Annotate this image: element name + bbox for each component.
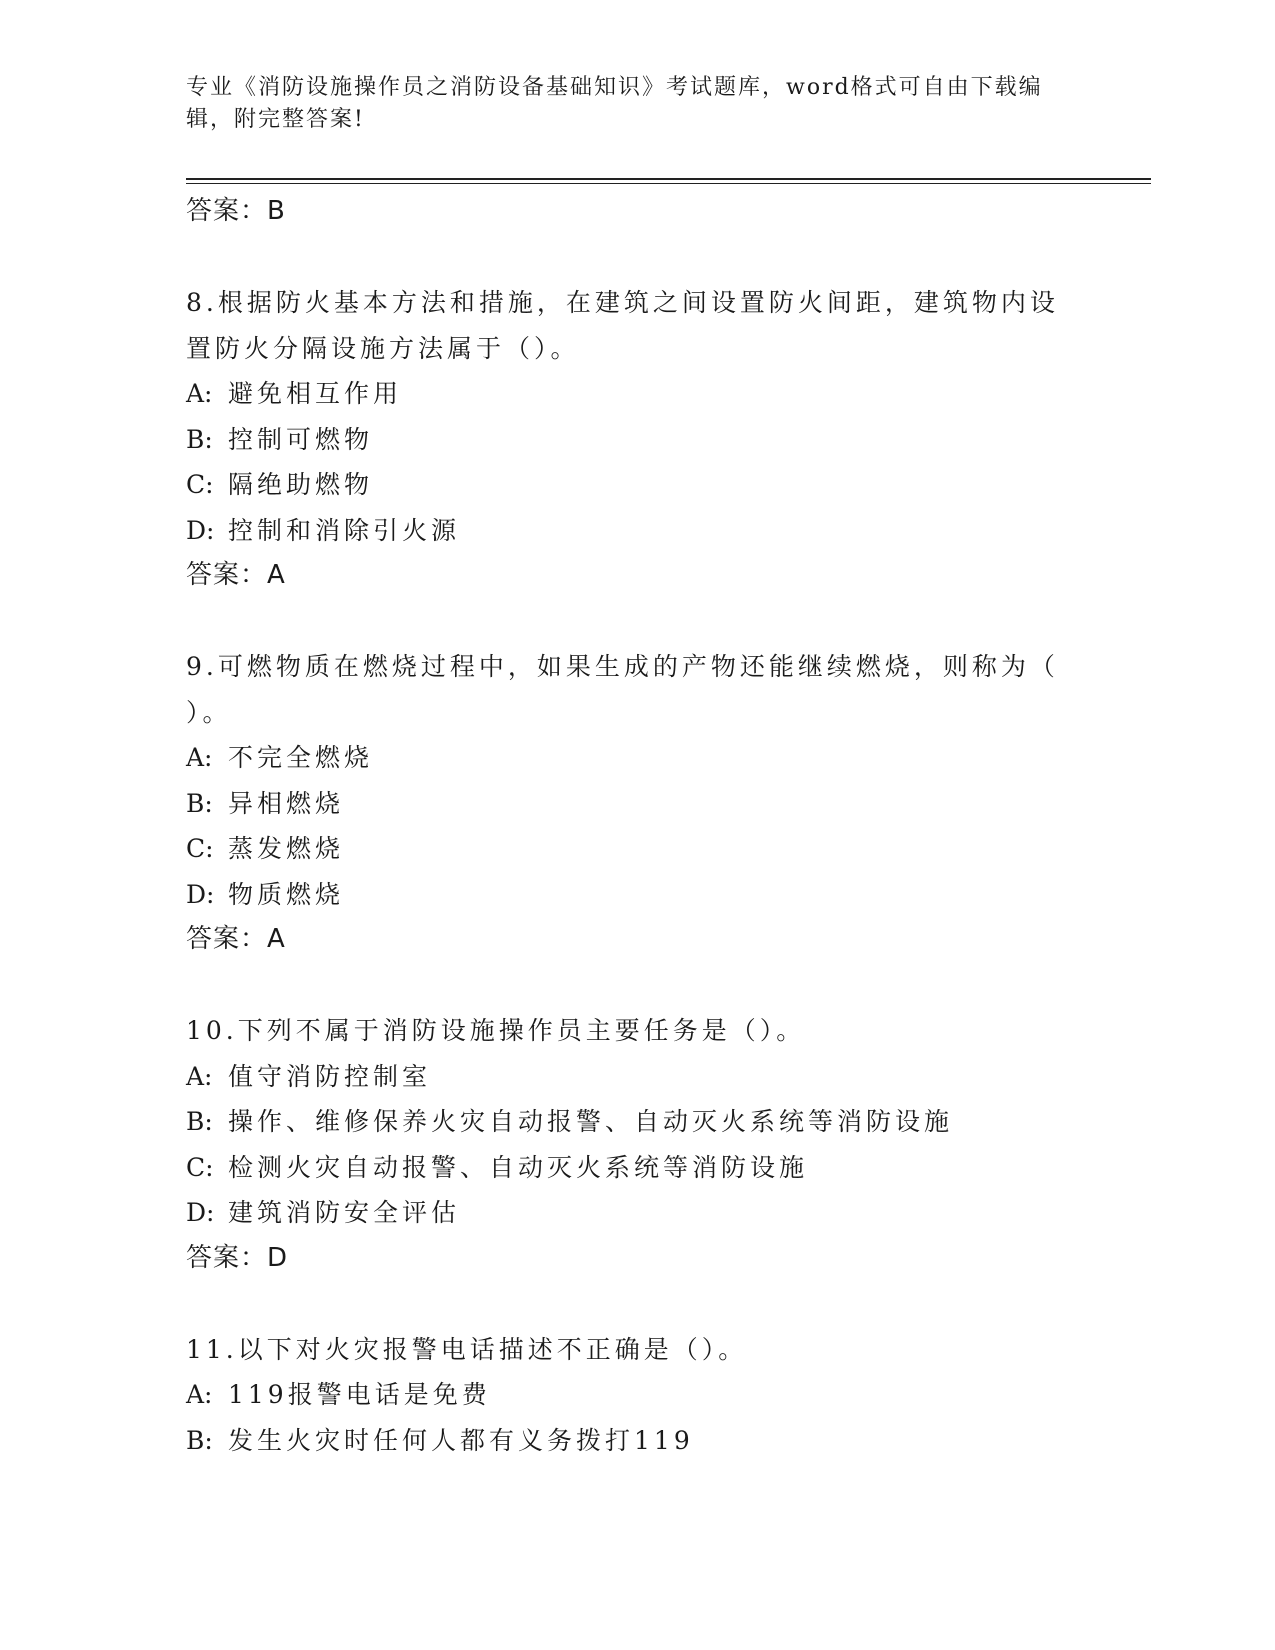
question-9-option-d <box>186 872 1066 918</box>
question-9-text-line-2: ）。 <box>186 697 232 727</box>
question-11-option-b <box>186 1418 1066 1464</box>
question-8-text-line-2: 置防火分隔设施方法属于（）。 <box>186 333 580 363</box>
question-9-option-c <box>186 826 1066 872</box>
option-key: B: <box>186 1107 213 1136</box>
option-text: 蒸发燃烧 <box>228 834 345 863</box>
option-key: D: <box>186 1198 215 1227</box>
question-8-option-b <box>186 417 1066 463</box>
option-key: A: <box>186 1061 213 1091</box>
option-text: 避免相互作用 <box>228 379 403 408</box>
option-text: 物质燃烧 <box>228 879 345 909</box>
spacer <box>186 963 1066 1009</box>
option-text: 操作、维修保养火灾自动报警、自动灭火系统等消防设施 <box>228 1107 954 1136</box>
option-text: 不完全燃烧 <box>228 743 374 772</box>
option-text: 控制和消除引火源 <box>228 515 461 545</box>
option-text: 控制可燃物 <box>228 424 374 454</box>
option-key: D: <box>186 879 215 909</box>
option-key: B: <box>186 788 213 818</box>
option-text: 119报警电话是免费 <box>228 1380 491 1409</box>
answer-previous: 答案：B <box>186 196 286 226</box>
question-8-option-c <box>186 462 1066 508</box>
spacer <box>186 1281 1066 1327</box>
option-key: A: <box>186 743 213 772</box>
question-11-text-line-1: 11.以下对火灾报警电话描述不正确是（）。 <box>186 1334 748 1364</box>
question-list <box>186 189 1066 1463</box>
question-10-option-a <box>186 1054 1066 1100</box>
question-10-text-line-1: 10.下列不属于消防设施操作员主要任务是（）。 <box>186 1016 806 1045</box>
question-10-option-d <box>186 1190 1066 1236</box>
question-9 <box>186 644 1066 963</box>
document-header <box>186 72 1066 136</box>
option-text: 建筑消防安全评估 <box>228 1198 461 1227</box>
option-text: 检测火灾自动报警、自动灭火系统等消防设施 <box>228 1152 809 1182</box>
question-11-option-a <box>186 1372 1066 1418</box>
question-10 <box>186 1008 1066 1281</box>
question-9-answer: 答案：A <box>186 924 286 954</box>
option-key: C: <box>186 470 214 499</box>
option-text: 发生火灾时任何人都有义务拨打119 <box>228 1425 694 1455</box>
question-8-option-a <box>186 371 1066 417</box>
option-key: C: <box>186 1152 214 1182</box>
question-8-option-d <box>186 508 1066 554</box>
question-11 <box>186 1327 1066 1464</box>
question-8-text-line-1: 8.根据防火基本方法和措施，在建筑之间设置防火间距，建筑物内设 <box>186 288 1059 317</box>
spacer <box>186 599 1066 645</box>
question-10-answer: 答案：D <box>186 1242 289 1273</box>
option-text: 值守消防控制室 <box>228 1061 432 1091</box>
option-key: B: <box>186 1425 213 1455</box>
question-8-answer: 答案：A <box>186 560 286 590</box>
question-9-text-line-1: 9.可燃物质在燃烧过程中，如果生成的产物还能继续燃烧，则称为（ <box>186 652 1059 681</box>
option-text: 异相燃烧 <box>228 788 345 818</box>
option-key: A: <box>186 1380 213 1409</box>
spacer <box>186 235 1066 281</box>
question-10-option-c <box>186 1145 1066 1191</box>
header-line-2: 辑，附完整答案! <box>186 107 365 132</box>
question-9-option-a <box>186 735 1066 781</box>
option-key: D: <box>186 515 215 545</box>
option-text: 隔绝助燃物 <box>228 470 374 499</box>
question-8 <box>186 280 1066 599</box>
option-key: B: <box>186 424 213 454</box>
header-divider-thick <box>186 178 1151 180</box>
header-divider-thin <box>186 183 1151 184</box>
header-line-1: 专业《消防设施操作员之消防设备基础知识》考试题库，word格式可自由下载编 <box>186 75 1043 100</box>
option-key: C: <box>186 834 214 863</box>
option-key: A: <box>186 379 213 408</box>
question-9-option-b <box>186 781 1066 827</box>
question-10-option-b <box>186 1099 1066 1145</box>
